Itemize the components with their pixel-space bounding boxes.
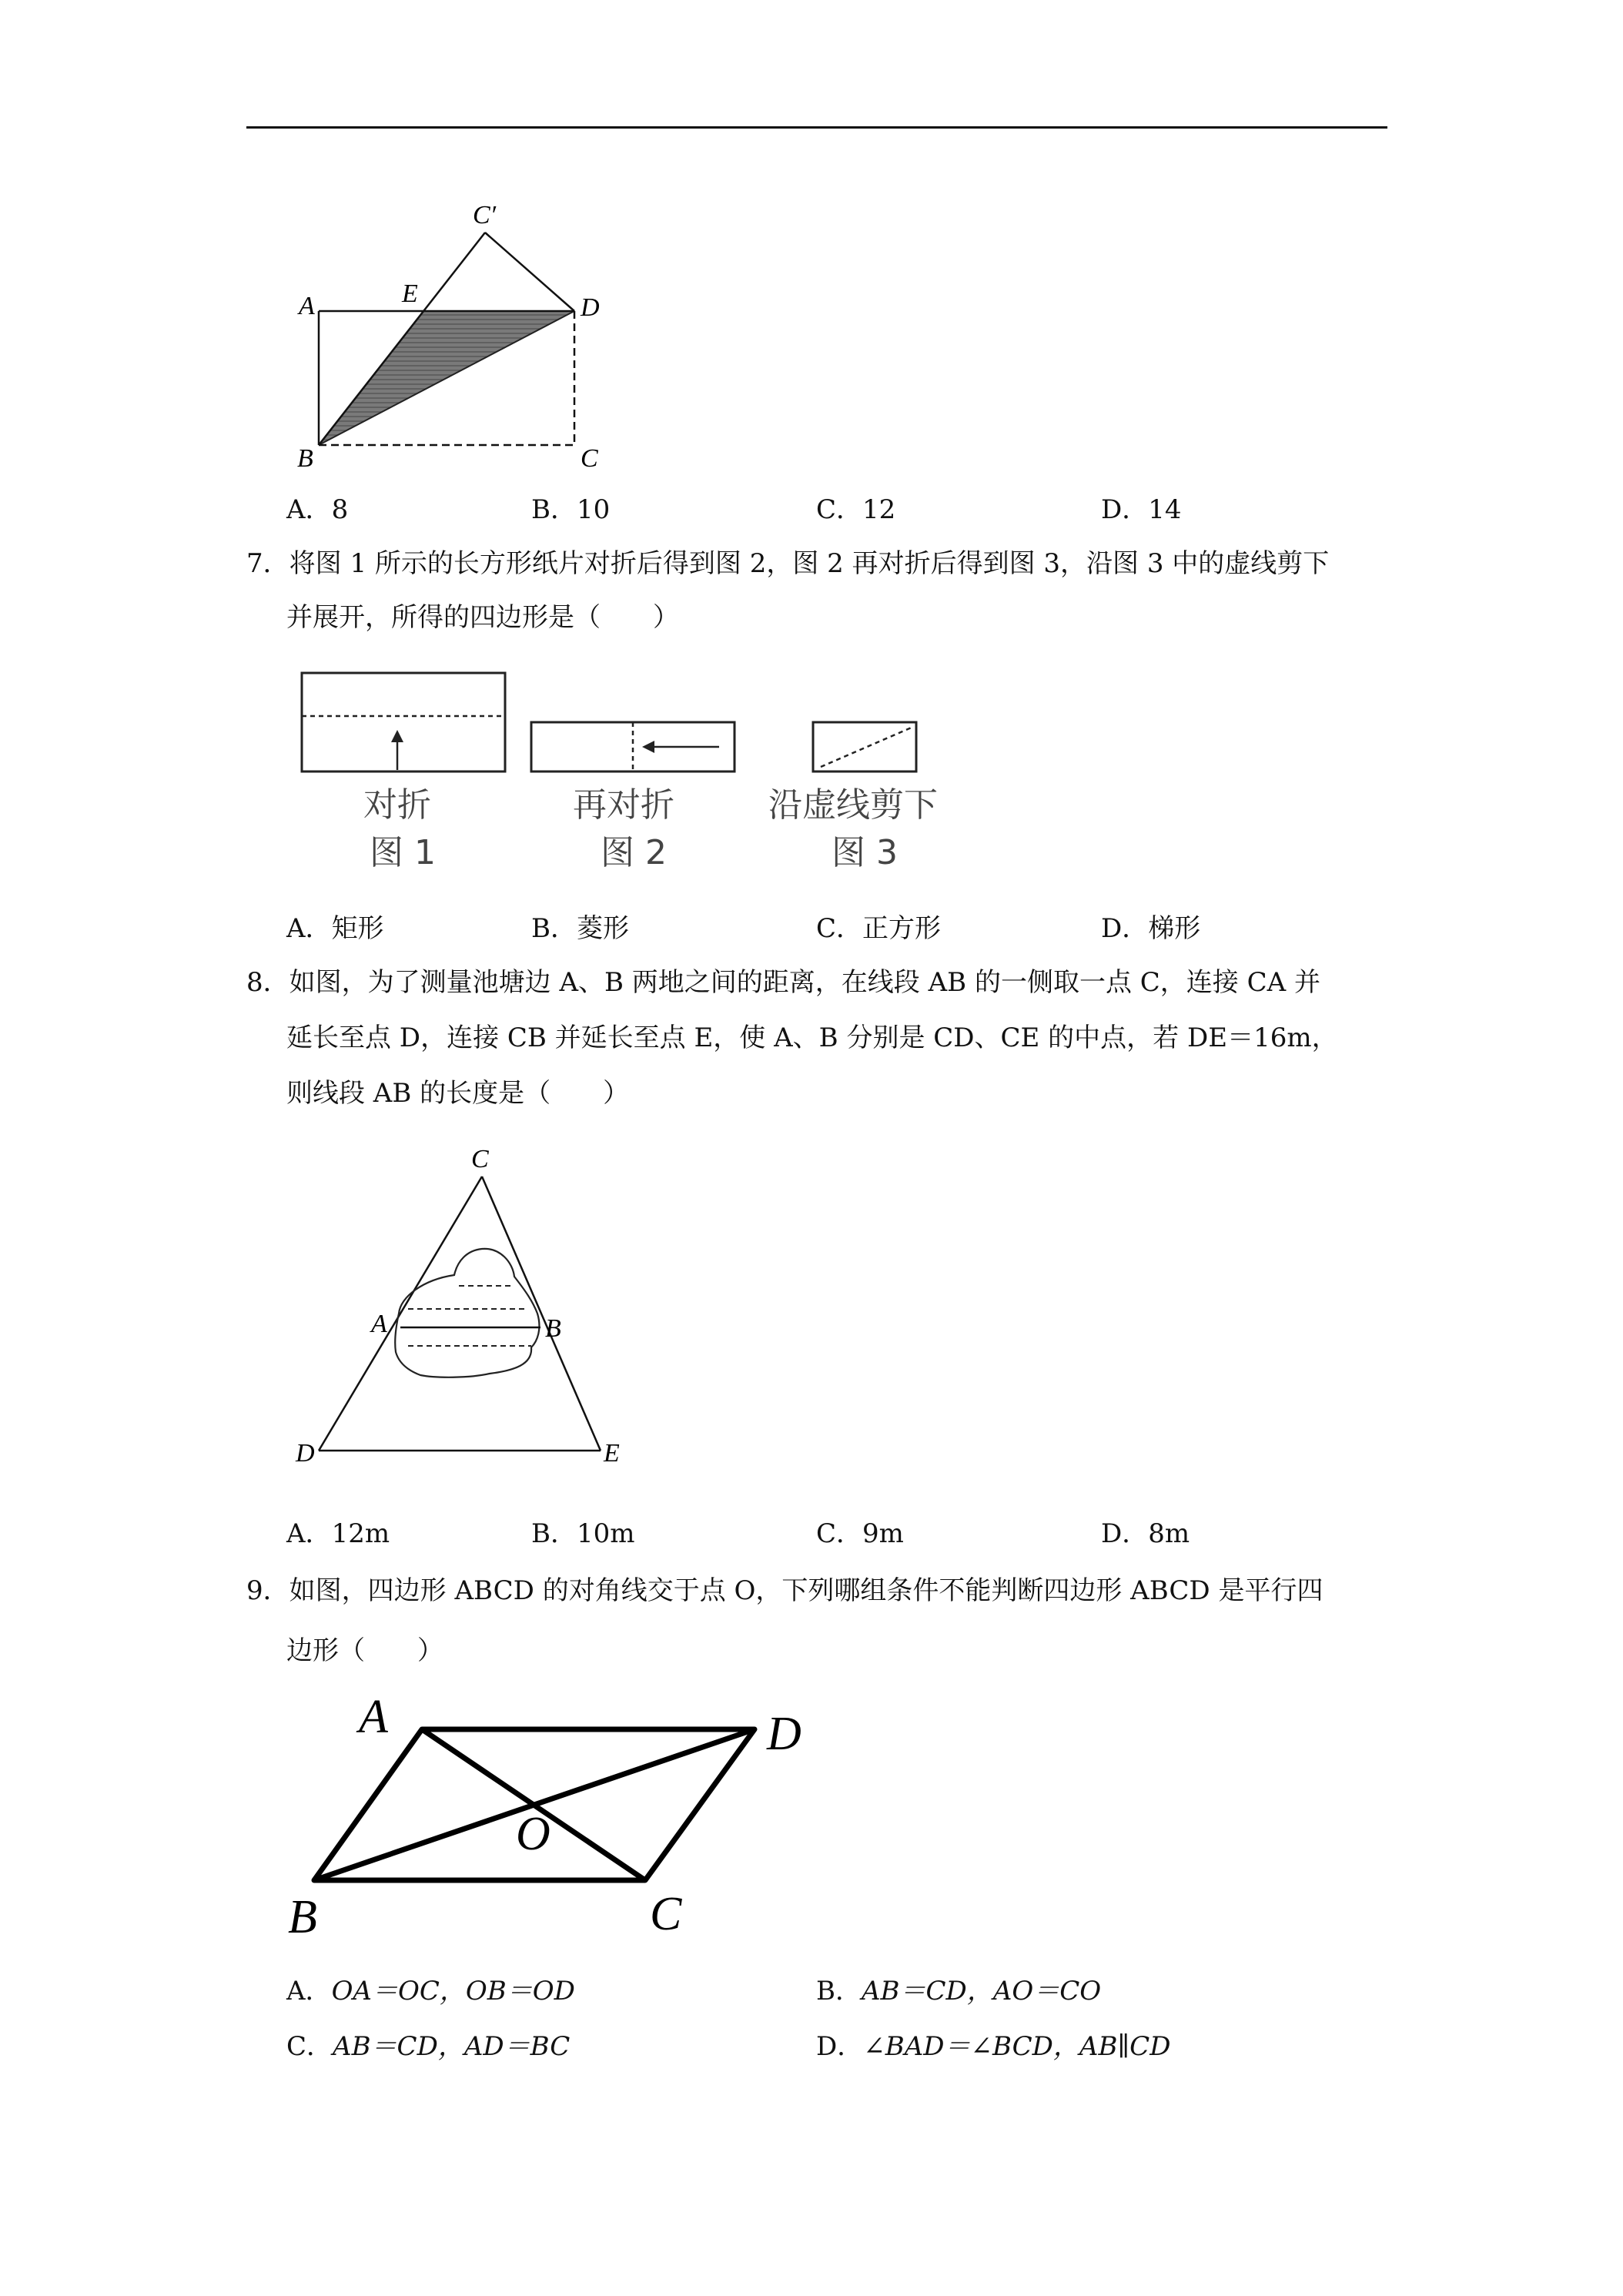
q9-label-a: A (359, 1691, 388, 1743)
q8-label-a: A (371, 1310, 387, 1338)
fig1-name: 图 1 (370, 833, 436, 872)
q9-stem-line1: 9．如图，四边形 ABCD 的对角线交于点 O，下列哪组条件不能判断四边形 ABCD 是平行四 (246, 1575, 1323, 1606)
q9-stem-line2: 边形（ ） (286, 1635, 443, 1666)
q8-label-d: D (296, 1439, 315, 1468)
fig1-action: 对折 (363, 785, 431, 825)
q7-option-d[interactable]: D．梯形 (1101, 913, 1201, 944)
q6-label-e: E (402, 279, 418, 308)
shaded-triangle-bed (319, 311, 574, 445)
q7-stem-line1: 7．将图 1 所示的长方形纸片对折后得到图 2，图 2 再对折后得到图 3，沿图 3 中的虚线剪下 (246, 548, 1330, 579)
q9-figure (277, 1686, 847, 1948)
fig2-name: 图 2 (601, 833, 667, 872)
q7-option-c[interactable]: C．正方形 (816, 913, 942, 944)
q9-option-c[interactable]: C．AB＝CD，AD＝BC (286, 2031, 571, 2062)
q8-option-a[interactable]: A．12m (286, 1518, 390, 1549)
q6-label-c: C (581, 444, 598, 473)
q9-label-c: C (650, 1888, 682, 1940)
q8-label-b: B (545, 1314, 561, 1343)
fig3-name: 图 3 (832, 833, 898, 872)
q9-label-d: D (767, 1708, 801, 1760)
fig3-rectangle (813, 722, 916, 771)
q8-figure (285, 1140, 647, 1478)
pond-outline (395, 1249, 539, 1377)
header-rule (246, 126, 1387, 129)
q8-option-d[interactable]: D．8m (1101, 1518, 1190, 1549)
q8-stem-line3: 则线段 AB 的长度是（ ） (286, 1078, 630, 1109)
q9-label-o: O (516, 1808, 550, 1860)
q6-option-b[interactable]: B．10 (531, 494, 611, 525)
segment-c-prime-d (485, 233, 574, 311)
fig1-rectangle (302, 673, 505, 771)
q9-option-b[interactable]: B．AB＝CD，AO＝CO (816, 1976, 1102, 2006)
q8-label-c: C (471, 1145, 489, 1173)
q6-option-a[interactable]: A．8 (286, 494, 349, 525)
fig2-action: 再对折 (573, 785, 674, 825)
fig3-cut-line (821, 727, 913, 767)
q7-figure (293, 662, 970, 893)
q6-figure (285, 192, 639, 477)
q6-label-a: A (299, 292, 315, 320)
q8-stem-line2: 延长至点 D，连接 CB 并延长至点 E，使 A、B 分别是 CD、CE 的中点，若 DE＝16m， (286, 1022, 1338, 1053)
q7-stem-line2: 并展开，所得的四边形是（ ） (286, 602, 679, 633)
fig3-action: 沿虚线剪下 (768, 785, 938, 825)
q8-option-b[interactable]: B．10m (531, 1518, 635, 1549)
q9-option-a[interactable]: A．OA＝OC，OB＝OD (286, 1976, 575, 2006)
q7-option-a[interactable]: A．矩形 (286, 913, 384, 944)
q8-label-e: E (604, 1439, 620, 1468)
q8-option-c[interactable]: C．9m (816, 1518, 904, 1549)
q9-option-d[interactable]: D．∠BAD＝∠BCD，AB∥CD (816, 2031, 1171, 2062)
segment-ce (482, 1176, 601, 1451)
q6-label-b: B (297, 444, 313, 473)
segment-cd (319, 1176, 482, 1451)
q9-label-b: B (288, 1891, 317, 1943)
q6-label-c-prime: C′ (473, 201, 497, 229)
q6-option-d[interactable]: D．14 (1101, 494, 1182, 525)
q6-option-c[interactable]: C．12 (816, 494, 896, 525)
q6-label-d: D (581, 293, 600, 322)
q8-stem-line1: 8．如图，为了测量池塘边 A、B 两地之间的距离，在线段 AB 的一侧取一点 C，连接 CA 并 (246, 967, 1320, 998)
q7-option-b[interactable]: B．菱形 (531, 913, 629, 944)
